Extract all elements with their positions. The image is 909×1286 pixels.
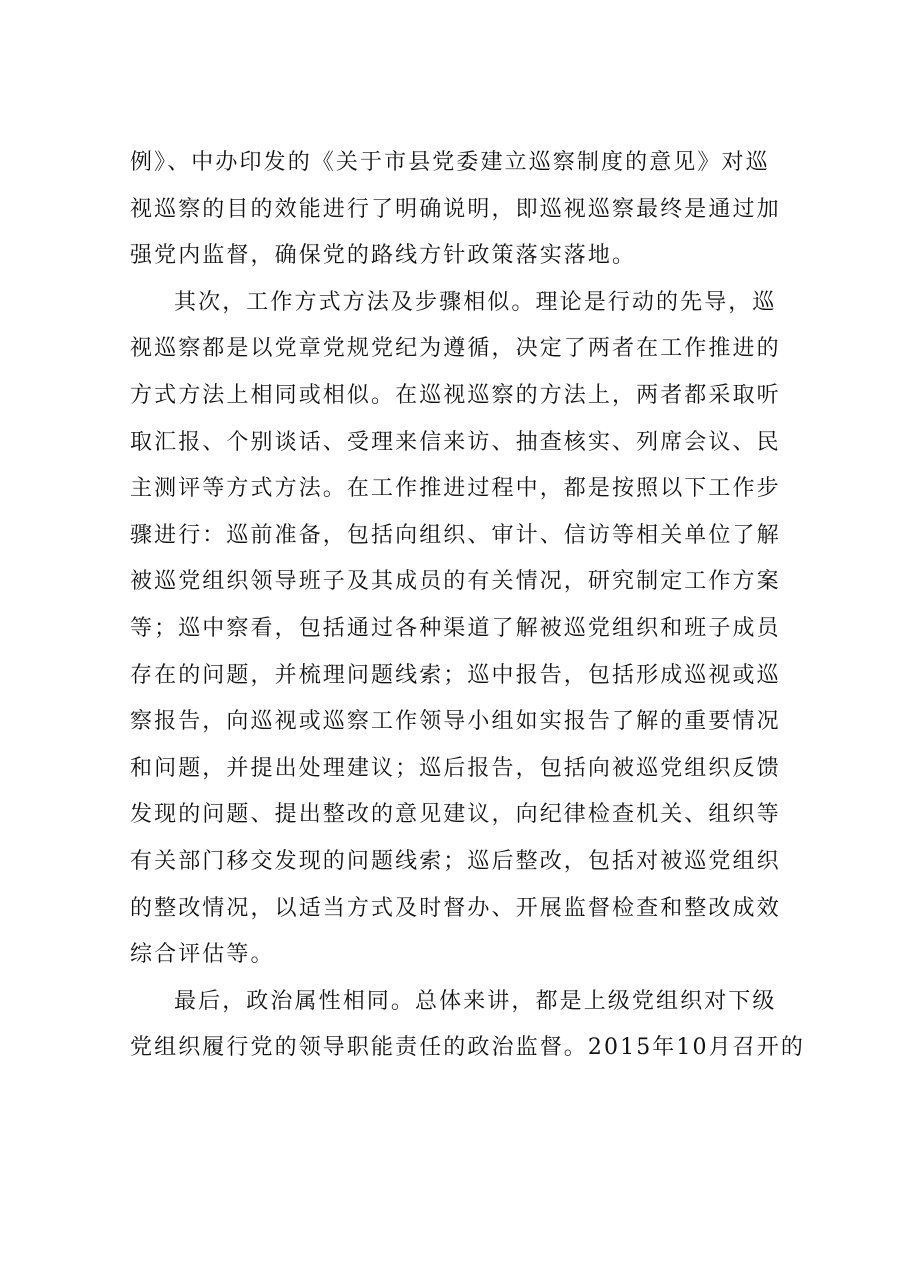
text-line: 强党内监督，确保党的路线方针政策落实落地。	[130, 243, 637, 269]
text-line: 主测评等方式方法。在工作推进过程中，都是按照以下工作步	[130, 476, 781, 502]
text-line: 视巡察的目的效能进行了明确说明，即巡视巡察最终是通过加	[130, 196, 781, 222]
text-line: 方式方法上相同或相似。在巡视巡察的方法上，两者都采取听	[130, 382, 781, 408]
text-line: 发现的问题、提出整改的意见建议，向纪律检查机关、组织等	[130, 802, 781, 828]
text-line: 和问题，并提出处理建议；巡后报告，包括向被巡党组织反馈	[130, 755, 781, 781]
text-line: 取汇报、个别谈话、受理来信来访、抽查核实、列席会议、民	[130, 429, 781, 455]
text-line: 被巡党组织领导班子及其成员的有关情况，研究制定工作方案	[130, 569, 781, 595]
text-line: 其次，工作方式方法及步骤相似。理论是行动的先导，巡	[174, 289, 777, 315]
text-line: 等；巡中察看，包括通过各种渠道了解被巡党组织和班子成员	[130, 615, 781, 641]
text-line: 察报告，向巡视或巡察工作领导小组如实报告了解的重要情况	[130, 709, 781, 735]
text-line: 例》、中办印发的《关于市县党委建立巡察制度的意见》对巡	[130, 150, 770, 175]
body-text	[130, 140, 830, 1072]
text-line: 的整改情况，以适当方式及时督办、开展监督检查和整改成效	[130, 895, 781, 921]
text-line: 党组织履行党的领导职能责任的政治监督。2015年10月召开的	[130, 1035, 805, 1061]
text-line: 视巡察都是以党章党规党纪为遵循，决定了两者在工作推进的	[130, 336, 781, 362]
text-line: 最后，政治属性相同。总体来讲，都是上级党组织对下级	[174, 988, 777, 1014]
text-line: 存在的问题，并梳理问题线索；巡中报告，包括形成巡视或巡	[130, 662, 781, 688]
text-line: 骤进行：巡前准备，包括向组织、审计、信访等相关单位了解	[130, 522, 781, 548]
text-line: 有关部门移交发现的问题线索；巡后整改，包括对被巡党组织	[130, 848, 781, 874]
text-line: 综合评估等。	[130, 942, 275, 968]
